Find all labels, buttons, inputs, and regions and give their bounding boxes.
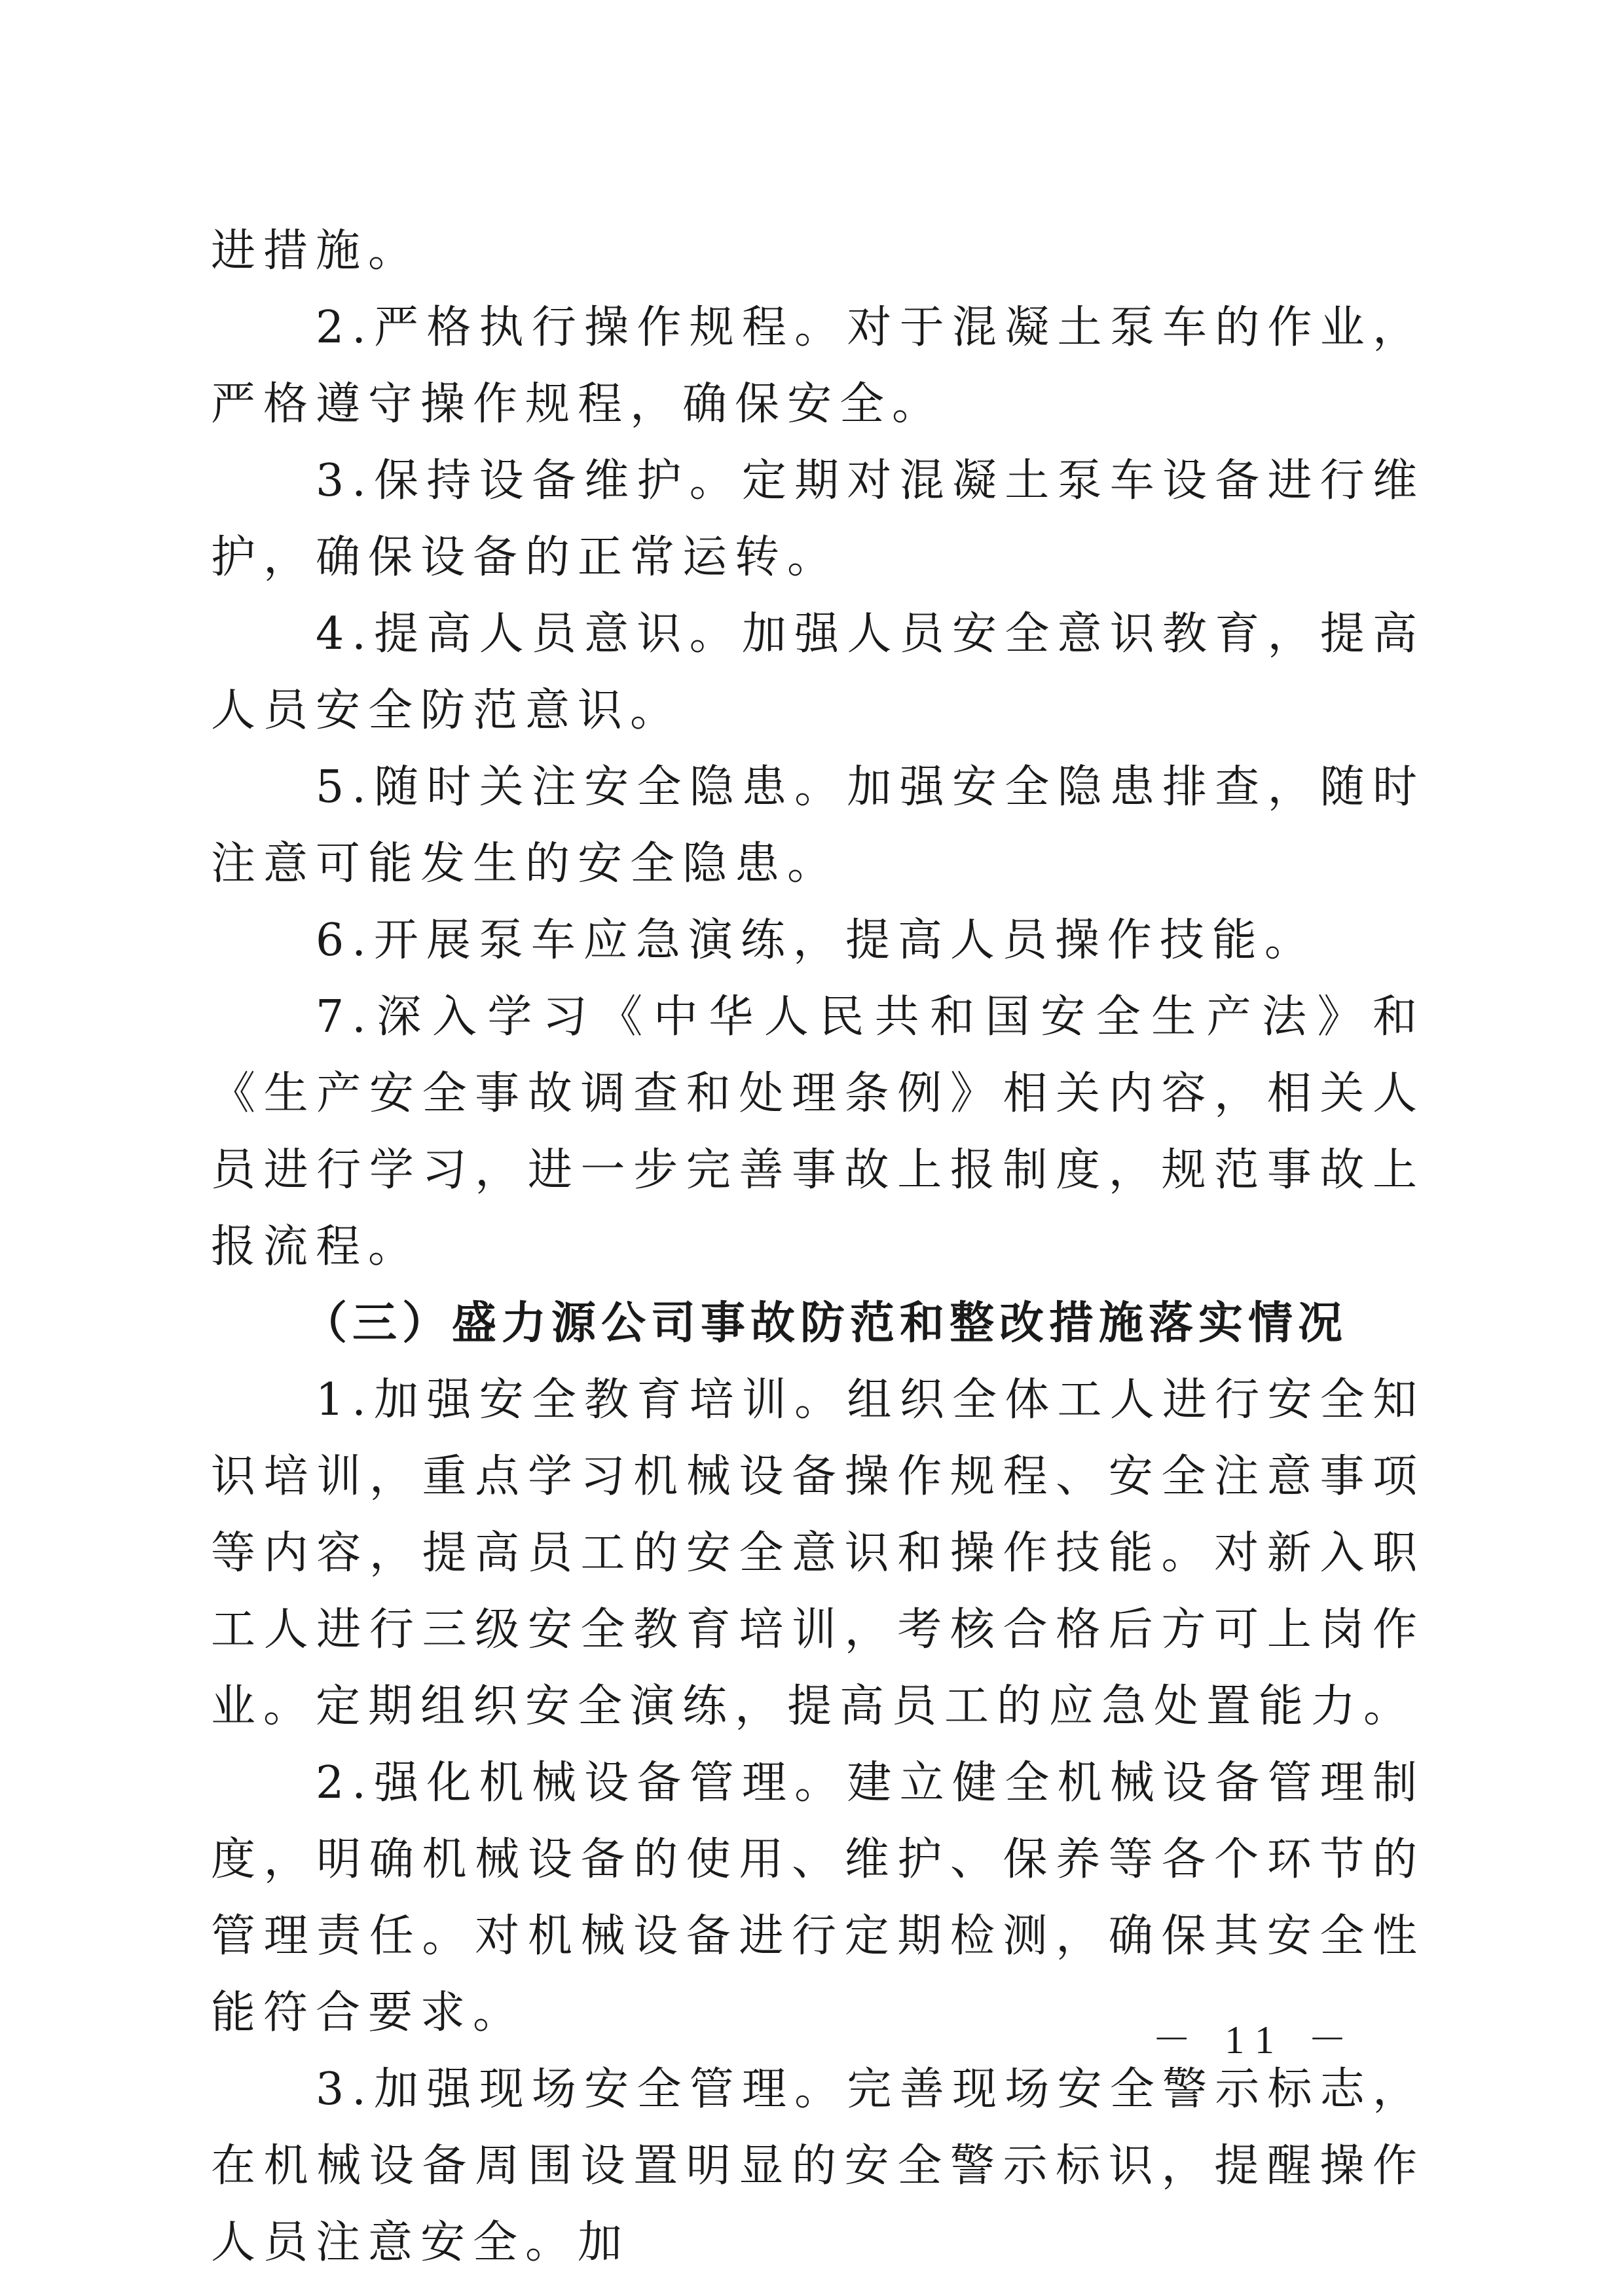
list-item-6: 6.开展泵车应急演练，提高人员操作技能。 [316,915,1317,966]
list-item-2b: 2.强化机械设备管理。建立健全机械设备管理制度，明确机械设备的使用、维护、保养等各个环节的管理责任。对机械设备进行定期检测，确保其安全性能符合要求。 [211,1757,1425,2039]
page-body [211,213,1425,2281]
list-item-7: 7.深入学习《中华人民共和国安全生产法》和《生产安全事故调查和处理条例》相关内容，相关人员进行学习，进一步完善事故上报制度，规范事故上报流程。 [211,991,1425,1273]
list-item-3: 3.保持设备维护。定期对混凝土泵车设备进行维护，确保设备的正常运转。 [211,455,1425,583]
section-heading: （三）盛力源公司事故防范和整改措施落实情况 [303,1297,1348,1349]
paragraph-continuation: 进措施。 [211,225,421,277]
list-item-2: 2.严格执行操作规程。对于混凝土泵车的作业，严格遵守操作规程，确保安全。 [211,302,1425,430]
list-item-4: 4.提高人员意识。加强人员安全意识教育，提高人员安全防范意识。 [211,608,1425,737]
list-item-3b: 3.加强现场安全管理。完善现场安全警示标志，在机械设备周围设置明显的安全警示标识，提醒操作人员注意安全。加 [211,2064,1425,2269]
list-item-5: 5.随时关注安全隐患。加强安全隐患排查，随时注意可能发生的安全隐患。 [211,761,1425,890]
list-item-1: 1.加强安全教育培训。组织全体工人进行安全知识培训，重点学习机械设备操作规程、安全注意事项等内容，提高员工的安全意识和操作技能。对新入职工人进行三级安全教育培训，考核合格后方可上岗作业。定期组织安全演练，提高员工的应急处置能力。 [211,1374,1425,1732]
page-number: － 11 － [1152,2018,1359,2062]
